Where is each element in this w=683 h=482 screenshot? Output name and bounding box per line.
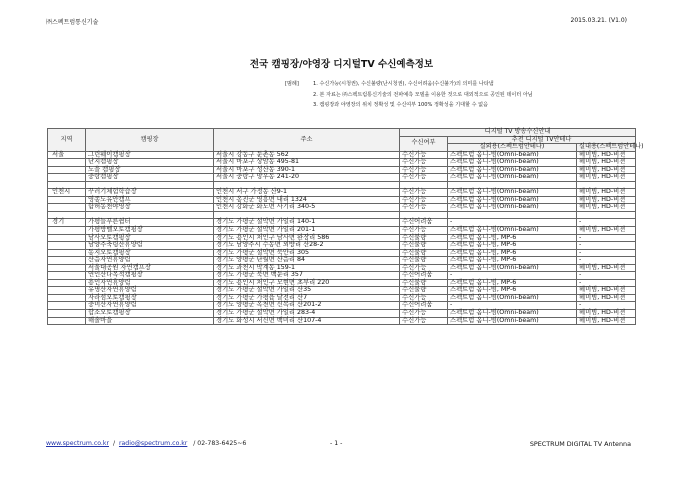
footer-contact <box>46 440 246 447</box>
col-address: 주소 <box>214 129 400 152</box>
address-cell: 인천시 옹진군 영흥면 내리 1324 <box>214 196 400 204</box>
address-cell: 경기도 가평군 설악면 가일리 140-1 <box>214 219 400 227</box>
table-row <box>48 302 636 310</box>
col-group-digital-tv: 디지털 TV 방송수신안내 <box>400 129 636 137</box>
legend-line-3 <box>285 100 533 111</box>
reception-table <box>47 128 644 325</box>
address-cell: 경기도 가평군 가평읍 달전리 산7 <box>214 294 400 302</box>
camp-cell: 중랑캠핑장 <box>86 174 214 182</box>
reception-cell: 수신가능 <box>400 151 448 159</box>
outdoor-cell: 스펙트럼 옴니-빔, MP-6 <box>448 279 577 287</box>
group-spacer-row <box>48 211 636 219</box>
table-row <box>48 166 636 174</box>
table-row <box>48 159 636 167</box>
camp-cell: 남사오토캠핑장 <box>86 234 214 242</box>
indoor-cell: 헤미빔, HD-비젼 <box>577 174 636 182</box>
indoor-cell: - <box>577 242 636 250</box>
col-reception: 수신여부 <box>400 136 448 151</box>
address-cell: 경기도 가평군 설악면 가일리 201-1 <box>214 227 400 235</box>
address-cell: 경기도 용인시 처인구 남사면 완장리 586 <box>214 234 400 242</box>
reception-cell: 수신가능 <box>400 294 448 302</box>
camp-cell: 가평방벨오토캠핑장 <box>86 227 214 235</box>
camp-cell: 함허동천야영장 <box>86 204 214 212</box>
camp-cell: 노을 캠핑장 <box>86 166 214 174</box>
indoor-cell: 헤미빔, HD-비젼 <box>577 159 636 167</box>
col-camp: 캠핑장 <box>86 129 214 152</box>
reception-cell: 수신어려움 <box>400 219 448 227</box>
footer-brand: SPECTRUM DIGITAL TV Antenna <box>529 440 631 448</box>
company-name: ㈜스펙트럼통신기술 <box>46 19 99 26</box>
region-cell <box>48 294 86 302</box>
indoor-cell: - <box>577 219 636 227</box>
table-row <box>48 317 636 325</box>
outdoor-cell: - <box>448 302 577 310</box>
region-cell <box>48 310 86 318</box>
outdoor-cell: 스펙트럼 옴니-빔, MP-6 <box>448 234 577 242</box>
camp-cell: 그린웨이캠핑장 <box>86 151 214 159</box>
camp-cell: 중미산자연휴양림 <box>86 302 214 310</box>
camp-cell: 해솔마을 <box>86 317 214 325</box>
address-cell: 인천시 서구 가정동 산9-1 <box>214 189 400 197</box>
region-cell: 경기 <box>48 219 86 227</box>
reception-cell: 수신불량 <box>400 234 448 242</box>
indoor-cell: 헤미빔, HD-비젼 <box>577 317 636 325</box>
legend-label: [범례] <box>285 81 299 87</box>
footer-website-link[interactable]: www.spectrum.co.kr <box>46 440 109 447</box>
reception-cell: 수신가능 <box>400 174 448 182</box>
outdoor-cell: 스펙트럼 옴니-빔, MP-6 <box>448 249 577 257</box>
outdoor-cell: 스펙트럼 옴니-빔(Omni-beam) <box>448 189 577 197</box>
legend-item-3: 3. 캠핑장과 야영장의 위치 정확성 및 수신여부 100% 정확성을 기대할 수 없음 <box>313 102 489 108</box>
outdoor-cell: 스펙트럼 옴니-빔(Omni-beam) <box>448 204 577 212</box>
page-title: 전국 캠핑장/야영장 디지털TV 수신예측정보 <box>249 59 434 70</box>
region-cell <box>48 264 86 272</box>
address-cell: 경기도 양평군 단월면 산음리 84 <box>214 257 400 265</box>
region-cell <box>48 317 86 325</box>
indoor-cell: 헤미빔, HD-비젼 <box>577 189 636 197</box>
indoor-cell: 헤미빔, HD-비젼 <box>577 151 636 159</box>
region-cell <box>48 166 86 174</box>
address-cell: 경기도 가평군 설악면 묵안리 305 <box>214 249 400 257</box>
address-cell: 경기도 용인시 처인구 모현면 초부리 220 <box>214 279 400 287</box>
footer-email-link[interactable]: radio@spectrum.co.kr <box>118 440 188 447</box>
reception-cell: 수신불량 <box>400 287 448 295</box>
table-row <box>48 310 636 318</box>
legend-notes <box>285 79 533 111</box>
outdoor-cell: 스펙트럼 옴니-빔, MP-6 <box>448 242 577 250</box>
camp-cell: 산음자연휴양림 <box>86 257 214 265</box>
table-row <box>48 189 636 197</box>
table-row <box>48 196 636 204</box>
indoor-cell: 헤미빔, HD-비젼 <box>577 294 636 302</box>
address-cell: 경기도 가평군 설악면 가일리 산35 <box>214 287 400 295</box>
address-cell: 경기도 화성시 서신면 백미리 산107-4 <box>214 317 400 325</box>
indoor-cell: 헤미빔, HD-비젼 <box>577 227 636 235</box>
reception-cell: 수신가능 <box>400 227 448 235</box>
camp-cell: 가평늘푸른쉼터 <box>86 219 214 227</box>
address-cell: 인천시 강화군 화도면 사기리 340-5 <box>214 204 400 212</box>
reception-cell: 수신가능 <box>400 317 448 325</box>
legend-item-2: 2. 본 자료는 ㈜스펙트럼통신기술의 전파예측 모델을 이용한 것으로 대외적으로 공인된 데이터 아님 <box>313 91 533 98</box>
outdoor-cell: 스펙트럼 옴니-빔(Omni-beam) <box>448 310 577 318</box>
region-cell <box>48 242 86 250</box>
reception-cell: 수신불량 <box>400 257 448 265</box>
region-cell <box>48 196 86 204</box>
region-cell <box>48 272 86 280</box>
indoor-cell: - <box>577 302 636 310</box>
indoor-cell: - <box>577 272 636 280</box>
region-cell <box>48 279 86 287</box>
indoor-cell: 헤미빔, HD-비젼 <box>577 166 636 174</box>
camp-cell: 동지오토캠핑장 <box>86 249 214 257</box>
address-cell: 경기도 가평군 북면 백둔리 357 <box>214 272 400 280</box>
camp-cell: 연인산다목적캠핑장 <box>86 272 214 280</box>
indoor-cell: 헤미빔, HD-비젼 <box>577 264 636 272</box>
reception-cell: 수신불량 <box>400 249 448 257</box>
col-recommend-antenna: 추천 디지털 TV안테나 <box>448 136 636 144</box>
table-row <box>48 227 636 235</box>
outdoor-cell: 스펙트럼 옴니-빔(Omni-beam) <box>448 317 577 325</box>
outdoor-cell: 스펙트럼 옴니-빔(Omni-beam) <box>448 151 577 159</box>
region-cell <box>48 174 86 182</box>
camp-cell: 남양주축령산휴양림 <box>86 242 214 250</box>
table-row <box>48 272 636 280</box>
reception-cell: 수신불량 <box>400 242 448 250</box>
address-cell: 경기도 남양주시 수동면 외방리 산28-2 <box>214 242 400 250</box>
outdoor-cell: - <box>448 219 577 227</box>
camp-cell: 용인자연휴양림 <box>86 279 214 287</box>
indoor-cell: 헤미빔, HD-비젼 <box>577 310 636 318</box>
region-cell: 서울 <box>48 151 86 159</box>
outdoor-cell: 스펙트럼 옴니-빔(Omni-beam) <box>448 174 577 182</box>
table-row <box>48 151 636 159</box>
table-row <box>48 249 636 257</box>
region-cell <box>48 159 86 167</box>
camp-cell: 자라섬오토캠핑장 <box>86 294 214 302</box>
indoor-cell: - <box>577 249 636 257</box>
col-region: 지역 <box>48 129 86 152</box>
outdoor-cell: 스펙트럼 옴니-빔(Omni-beam) <box>448 159 577 167</box>
reception-cell: 수신가능 <box>400 196 448 204</box>
outdoor-cell: 스펙트럼 옴니-빔(Omni-beam) <box>448 227 577 235</box>
camp-cell: 유명산자연휴양림 <box>86 287 214 295</box>
reception-cell: 수신가능 <box>400 166 448 174</box>
camp-cell: 합소오토캠핑장 <box>86 310 214 318</box>
address-cell: 경기도 가평군 설악면 가일리 283-4 <box>214 310 400 318</box>
page-number: - 1 - <box>330 440 343 447</box>
outdoor-cell: 스펙트럼 옴니-빔(Omni-beam) <box>448 166 577 174</box>
table-row <box>48 204 636 212</box>
address-cell: 경기도 양평군 옥천면 신복리 산201-2 <box>214 302 400 310</box>
region-cell <box>48 227 86 235</box>
region-cell <box>48 249 86 257</box>
col-outdoor: 실외용(스펙트럼안테나) <box>448 144 577 152</box>
reception-cell: 수신가능 <box>400 159 448 167</box>
reception-cell: 수신가능 <box>400 189 448 197</box>
outdoor-cell: 스펙트럼 옴니-빔, MP-6 <box>448 287 577 295</box>
camp-cell: 영종도유안캠프 <box>86 196 214 204</box>
reception-cell: 수신가능 <box>400 204 448 212</box>
camp-cell: 난지캠핑장 <box>86 159 214 167</box>
legend-line-1 <box>285 79 533 90</box>
address-cell: 경기도 과천시 막계동 159-1 <box>214 264 400 272</box>
address-cell: 서울시 마포구 상암동 495-81 <box>214 159 400 167</box>
indoor-cell: - <box>577 234 636 242</box>
region-cell <box>48 287 86 295</box>
address-cell: 서울시 중랑구 망우동 241-20 <box>214 174 400 182</box>
address-cell: 서울시 마포구 성산동 390-1 <box>214 166 400 174</box>
reception-cell: 수신어려움 <box>400 272 448 280</box>
indoor-cell: 헤미빔, HD-비젼 <box>577 196 636 204</box>
col-indoor: 실내용(스펙트럼안테나) <box>577 144 636 152</box>
reception-cell: 수신불량 <box>400 279 448 287</box>
outdoor-cell: 스펙트럼 옴니-빔, MP-6 <box>448 257 577 265</box>
footer-separator: / <box>112 440 116 447</box>
camp-cell: 꾸러기체험학습장 <box>86 189 214 197</box>
footer-phone: / 02-783-6425~6 <box>193 440 247 447</box>
document-date: 2015.03.21. (V1.0) <box>570 17 627 24</box>
reception-cell: 수신어려움 <box>400 302 448 310</box>
table-header <box>48 128 644 152</box>
region-cell <box>48 204 86 212</box>
legend-line-2 <box>285 90 533 101</box>
outdoor-cell: 스펙트럼 옴니-빔(Omni-beam) <box>448 294 577 302</box>
reception-cell: 수신가능 <box>400 310 448 318</box>
indoor-cell: - <box>577 279 636 287</box>
indoor-cell: - <box>577 257 636 265</box>
address-cell: 서울시 강동구 둔촌동 562 <box>214 151 400 159</box>
region-cell <box>48 257 86 265</box>
region-cell <box>48 302 86 310</box>
reception-cell: 수신가능 <box>400 264 448 272</box>
camp-cell: 서울대공원 자연캠프장 <box>86 264 214 272</box>
region-cell <box>48 234 86 242</box>
outdoor-cell: 스펙트럼 옴니-빔(Omni-beam) <box>448 196 577 204</box>
table-body <box>48 151 636 324</box>
indoor-cell: 헤미빔, HD-비젼 <box>577 287 636 295</box>
legend-item-1: 1. 수신가능(시청권), 수신불량(난시청권), 수신어려움(수신불가)의 의미를 나타냄 <box>313 81 494 87</box>
table-row <box>48 242 636 250</box>
region-cell: 인천시 <box>48 189 86 197</box>
outdoor-cell: - <box>448 272 577 280</box>
outdoor-cell: 스펙트럼 옴니-빔(Omni-beam) <box>448 264 577 272</box>
indoor-cell: 헤미빔, HD-비젼 <box>577 204 636 212</box>
table-row <box>48 174 636 182</box>
